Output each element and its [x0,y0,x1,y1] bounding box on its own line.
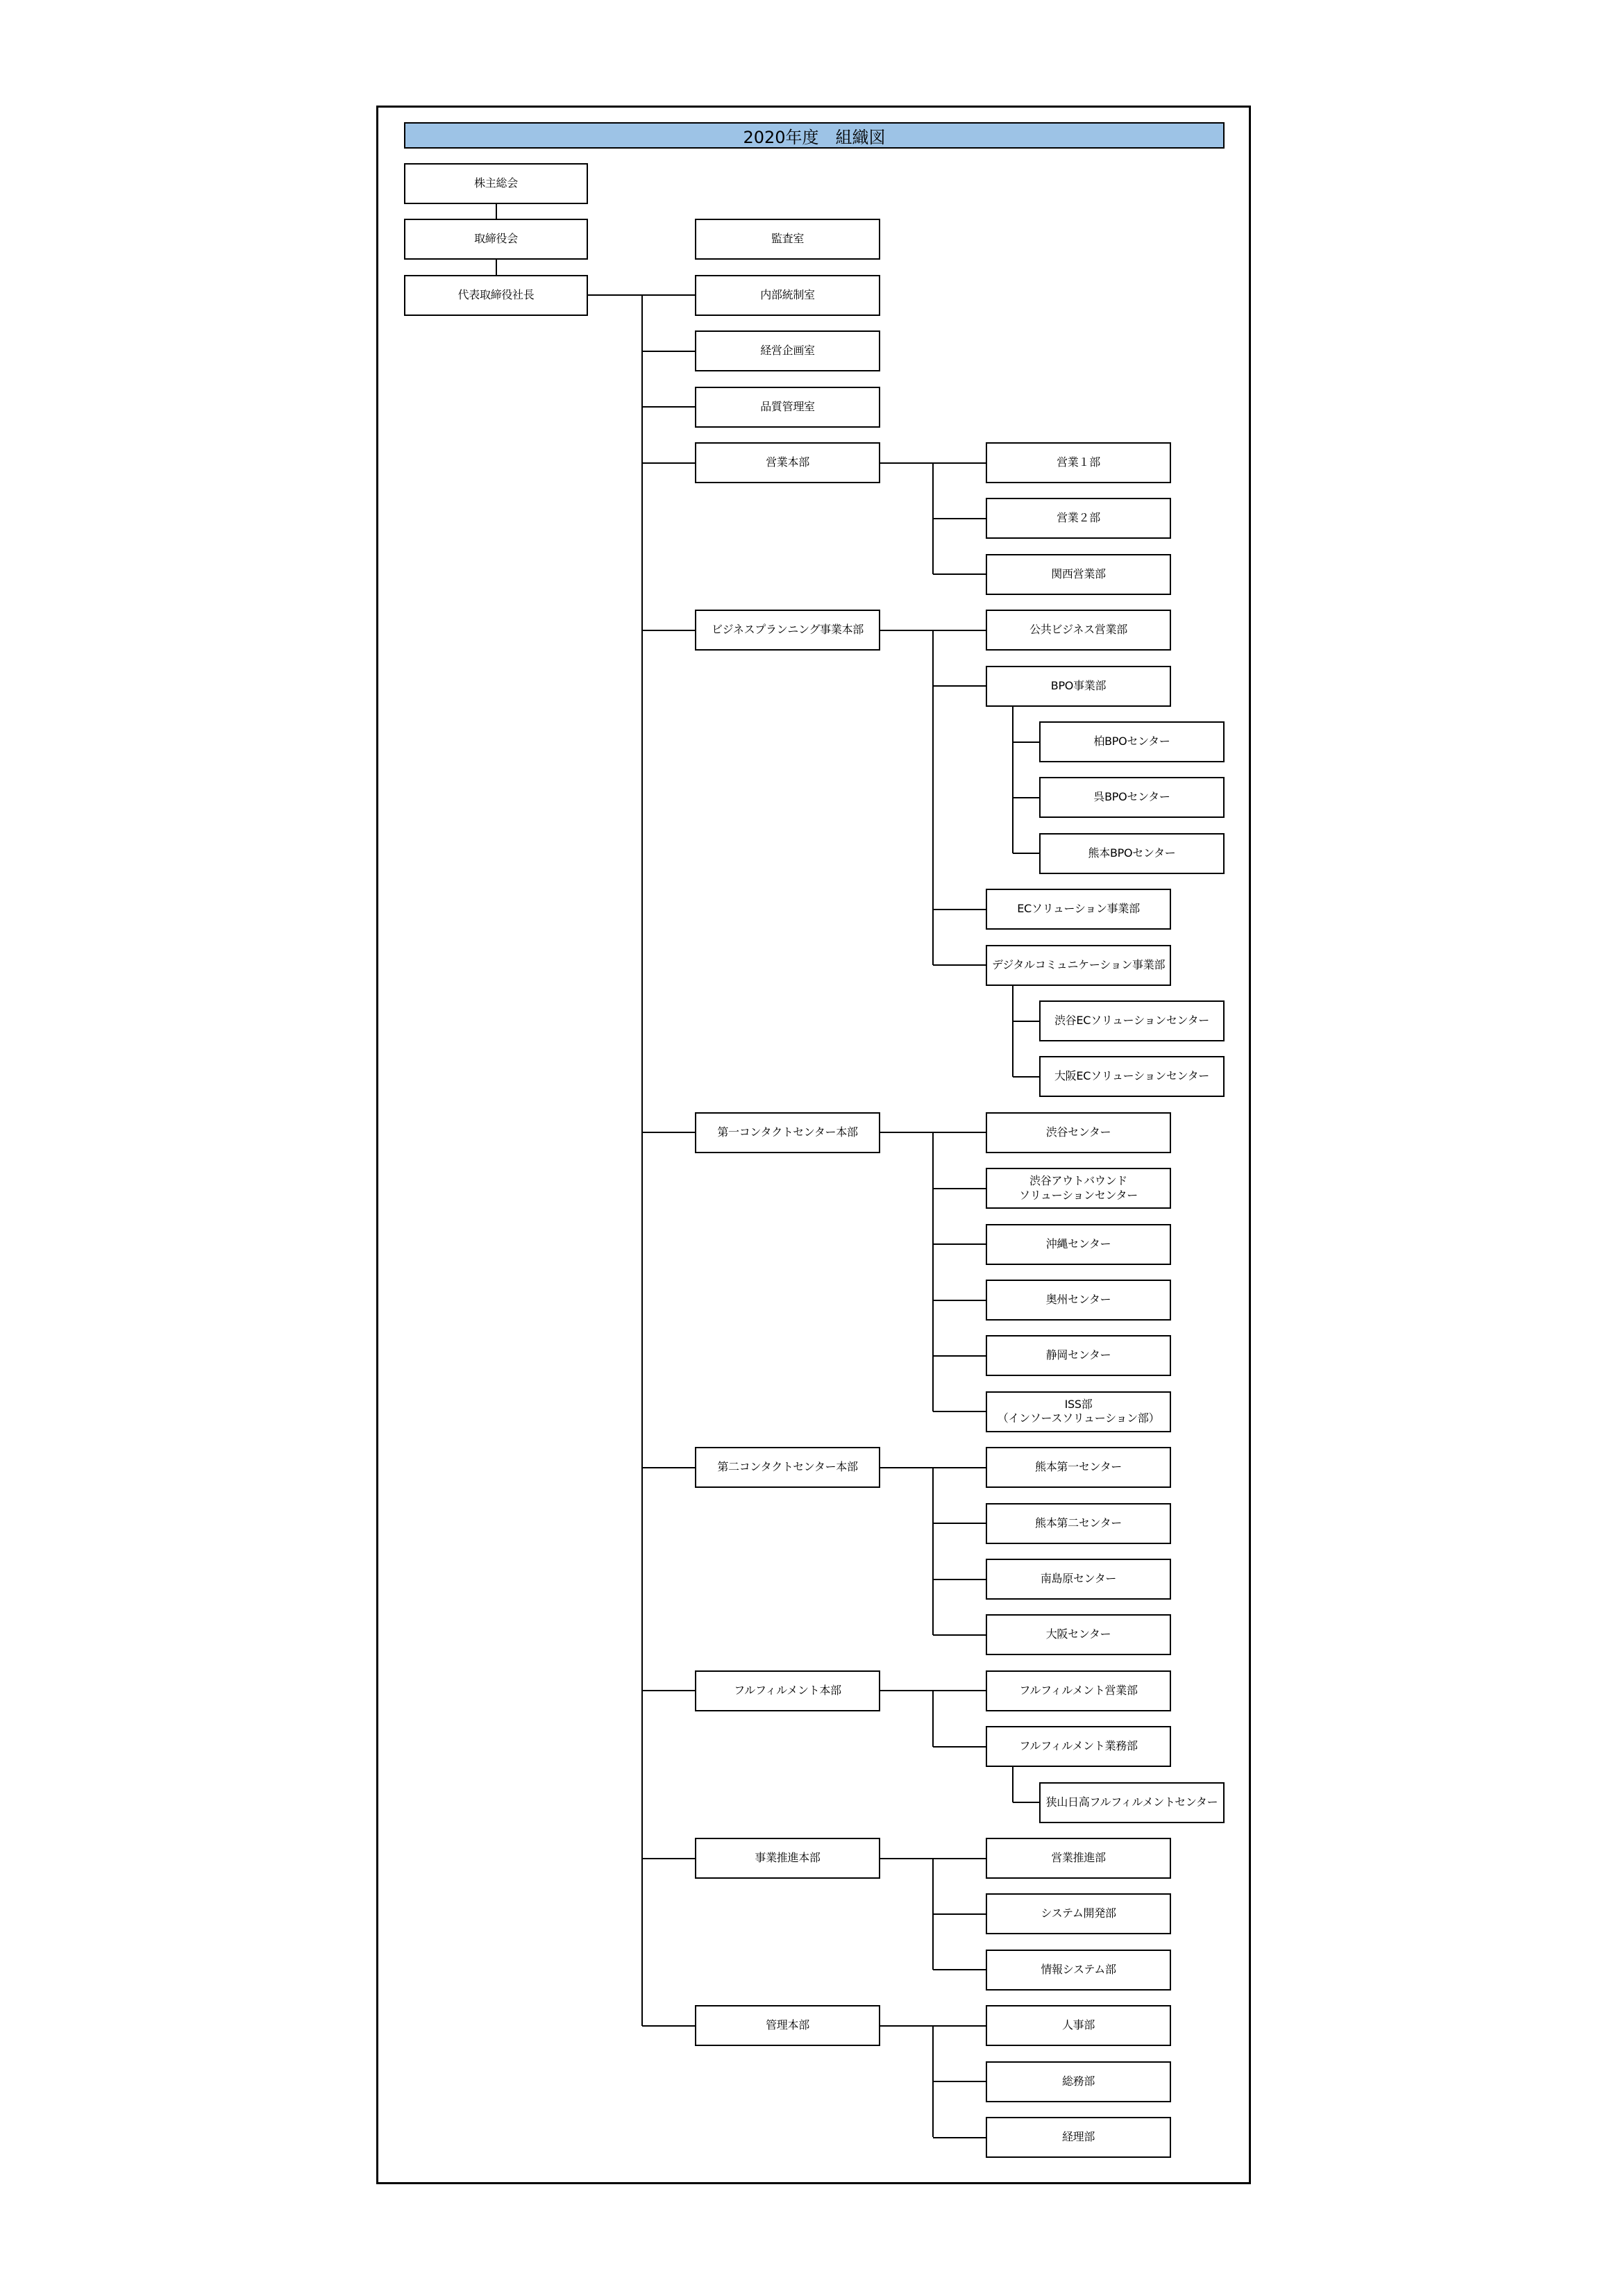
org-unit-label: 大阪ECソリューションセンター [1054,1069,1210,1083]
connector-line [932,1859,934,1970]
connector-line [642,1132,695,1133]
org-unit-label: BPO事業部 [1050,678,1107,692]
org-unit-label: ISS部 （インソースソリューション部） [997,1397,1160,1425]
center-box [1039,777,1225,818]
connector-line [1013,853,1039,854]
governance-box [404,163,588,204]
center-box [1039,1782,1225,1823]
department-box [986,1391,1171,1432]
connector-line [933,573,986,575]
connector-line [933,2081,986,2082]
connector-line [1013,741,1039,743]
chart-title: 2020年度 組織図 [743,127,886,147]
org-unit-label: 情報システム部 [1041,1962,1116,1976]
division-box [695,330,880,371]
org-unit-label: 内部統制室 [760,287,815,301]
org-unit-label: フルフィルメント業務部 [1019,1739,1138,1753]
center-box [1039,721,1225,762]
department-box [986,2061,1171,2102]
department-box [986,2005,1171,2046]
connector-line [933,1913,986,1915]
department-box [986,1559,1171,1600]
connector-line [932,463,934,575]
connector-line [933,1523,986,1524]
org-unit-label: 品質管理室 [760,399,815,413]
department-box [986,666,1171,707]
org-unit-label: 熊本第一センター [1035,1460,1122,1474]
center-box [1039,833,1225,874]
org-unit-label: ビジネスプランニング事業本部 [711,623,864,637]
org-unit-label: 総務部 [1061,2074,1095,2088]
org-unit-label: ECソリューション事業部 [1017,902,1140,916]
division-box [695,1670,880,1711]
org-unit-label: 南島原センター [1040,1572,1117,1586]
connector-line [932,1132,934,1411]
connector-line [933,518,986,519]
org-unit-label: 大阪センター [1045,1627,1111,1641]
department-box [986,1280,1171,1321]
department-box [986,945,1171,986]
org-unit-label: 代表取締役社長 [457,287,535,301]
department-box [986,1670,1171,1711]
connector-line [1012,1767,1014,1802]
connector-line [932,1468,934,1635]
connector-line [496,204,497,219]
org-unit-label: 営業本部 [766,455,809,469]
connector-line [496,260,497,274]
department-box [986,1168,1171,1209]
division-box [695,387,880,428]
org-unit-label: 監査室 [771,232,805,246]
org-unit-label: 沖縄センター [1045,1237,1111,1250]
governance-box [404,275,588,316]
connector-line [1013,1021,1039,1022]
connector-line [1013,797,1039,798]
connector-line [642,630,695,631]
org-unit-label: 営業推進部 [1051,1851,1106,1865]
connector-line [933,1243,986,1245]
connector-line [642,406,695,408]
connector-line [1012,707,1014,854]
org-unit-label: 柏BPOセンター [1093,735,1170,748]
connector-line [933,1188,986,1189]
org-unit-label: 経理部 [1061,2130,1095,2144]
department-box [986,2117,1171,2158]
connector-line [933,909,986,910]
org-unit-label: 関西営業部 [1051,567,1106,580]
connector-line [642,1467,695,1468]
connector-line [933,1300,986,1301]
org-unit-label: 経営企画室 [760,344,815,358]
connector-line [932,2026,934,2138]
department-box [986,1838,1171,1879]
org-unit-label: 営業２部 [1057,511,1100,525]
connector-line [1013,1076,1039,1078]
department-box [986,554,1171,595]
division-box [695,2005,880,2046]
org-unit-label: 公共ビジネス営業部 [1029,623,1127,637]
department-box [986,1893,1171,1934]
connector-line [933,685,986,687]
governance-box [404,219,588,260]
connector-line [933,1634,986,1636]
department-box [986,889,1171,930]
org-unit-label: フルフィルメント本部 [734,1683,841,1697]
division-box [695,610,880,651]
department-box [986,1726,1171,1767]
department-box [986,1614,1171,1655]
connector-line [642,2025,695,2027]
center-box [1039,1056,1225,1097]
division-box [695,219,880,260]
org-unit-label: 第二コンタクトセンター本部 [717,1460,858,1474]
division-box [695,1112,880,1153]
org-unit-label: 渋谷ECソリューションセンター [1054,1014,1210,1028]
connector-line [933,1969,986,1970]
connector-line [642,462,695,464]
department-box [986,1112,1171,1153]
division-box [695,442,880,483]
org-unit-label: 熊本第二センター [1035,1516,1122,1530]
division-box [695,1838,880,1879]
org-unit-label: フルフィルメント営業部 [1019,1683,1138,1697]
connector-line [932,630,934,965]
connector-line [932,1691,934,1746]
org-unit-label: 株主総会 [474,176,518,190]
org-unit-label: 渋谷アウトバウンド ソリューションセンター [1019,1173,1138,1202]
org-unit-label: 第一コンタクトセンター本部 [717,1125,858,1139]
connector-line [933,2137,986,2138]
chart-title-bar [404,122,1225,149]
department-box [986,1447,1171,1488]
org-unit-label: 渋谷センター [1045,1125,1111,1139]
org-unit-label: 営業１部 [1057,455,1100,469]
division-box [695,1447,880,1488]
connector-line [1012,986,1014,1077]
department-box [986,498,1171,539]
org-unit-label: 呉BPOセンター [1093,790,1170,804]
department-box [986,1224,1171,1265]
org-unit-label: 静岡センター [1045,1348,1111,1362]
org-unit-label: 狭山日高フルフィルメントセンター [1045,1795,1218,1809]
department-box [986,1335,1171,1376]
connector-line [642,1690,695,1691]
org-unit-label: 奥州センター [1045,1293,1111,1307]
connector-line [642,1858,695,1859]
department-box [986,1950,1171,1991]
connector-line [641,295,643,2025]
org-unit-label: デジタルコミュニケーション事業部 [991,957,1166,971]
connector-line [933,1579,986,1580]
connector-line [933,964,986,966]
connector-line [1013,1802,1039,1803]
connector-line [642,351,695,352]
org-unit-label: 人事部 [1061,2018,1095,2032]
department-box [986,610,1171,651]
center-box [1039,1000,1225,1041]
division-box [695,275,880,316]
org-unit-label: 熊本BPOセンター [1088,846,1176,860]
org-unit-label: 取締役会 [474,232,518,246]
department-box [986,442,1171,483]
org-unit-label: 管理本部 [766,2018,809,2032]
org-unit-label: システム開発部 [1041,1907,1116,1920]
connector-line [933,1411,986,1412]
department-box [986,1503,1171,1544]
connector-line [933,1746,986,1748]
connector-line [933,1355,986,1357]
org-unit-label: 事業推進本部 [755,1851,821,1865]
